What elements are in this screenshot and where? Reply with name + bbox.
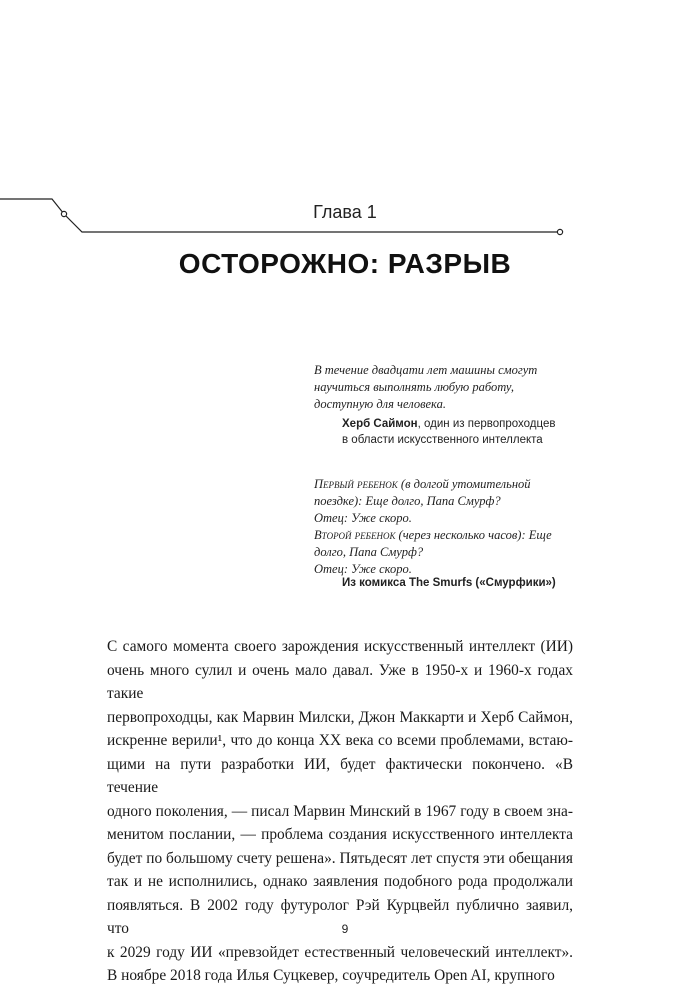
dialogue-text: Отец: Уже скоро. bbox=[314, 562, 412, 576]
dialogue-text: (через несколько часов): Еще bbox=[395, 528, 552, 542]
epigraph-line: доступную для человека. bbox=[314, 397, 446, 411]
page-number: 9 bbox=[341, 922, 349, 936]
dialogue-text: поездке): Еще долго, Папа Смурф? bbox=[314, 494, 501, 508]
epigraph-line: научиться выполнять любую работу, bbox=[314, 380, 514, 394]
body-line: одного поколения, — писал Марвин Минский в 1967 году в своем зна- bbox=[107, 802, 573, 820]
body-line: очень много сулил и очень мало давал. Уже в 1950-х и 1960-х годах такие bbox=[107, 661, 573, 702]
epigraph-author-desc: , один из первопроходцев bbox=[417, 418, 556, 430]
body-line: первопроходцы, как Марвин Милски, Джон Маккарти и Херб Саймон, bbox=[107, 708, 573, 726]
body-line: будет по большому счету решена». Пятьдесят лет спустя эти обещания bbox=[107, 849, 573, 867]
body-line: к 2029 году ИИ «превзойдет естественный человеческий интеллект». bbox=[107, 943, 573, 961]
body-line: С самого момента своего зарождения искусственный интеллект (ИИ) bbox=[107, 638, 573, 655]
epigraph-author: Херб Саймон bbox=[342, 418, 418, 430]
body-line: появляться. В 2002 году футуролог Рэй Курцвейл публично заявил, что bbox=[107, 896, 573, 937]
body-line: щими на пути разработки ИИ, будет фактически покончено. «В течение bbox=[107, 755, 573, 796]
epigraph-quote bbox=[314, 362, 574, 413]
dialogue-text: Отец: Уже скоро. bbox=[314, 511, 412, 525]
epigraph-author-desc: в области искусственного интеллекта bbox=[342, 434, 543, 446]
epigraph-dialogue bbox=[314, 476, 574, 578]
dialogue-role: Первый ребенок bbox=[314, 477, 398, 491]
body-line: искренне верили¹, что до конца XX века со всеми проблемами, встаю- bbox=[107, 732, 573, 749]
body-line: менитом послании, — проблема создания искусственного интеллекта bbox=[107, 826, 573, 843]
epigraph-line: В течение двадцати лет машины смогут bbox=[314, 363, 538, 377]
dialogue-text: долго, Папа Смурф? bbox=[314, 545, 424, 559]
body-line: В ноябре 2018 года Илья Суцкевер, соучредитель Open AI, крупного bbox=[107, 967, 555, 984]
body-line: так и не исполнились, однако заявления подобного рода продолжали bbox=[107, 873, 573, 890]
chapter-label: Глава 1 bbox=[313, 202, 377, 222]
epigraph-source: Из комикса The Smurfs («Смурфики») bbox=[342, 577, 556, 589]
chapter-title: ОСТОРОЖНО: РАЗРЫВ bbox=[178, 248, 512, 279]
dialogue-role: Второй ребенок bbox=[314, 528, 396, 542]
dialogue-text: (в долгой утомительной bbox=[397, 477, 531, 491]
epigraph-attribution bbox=[342, 416, 555, 448]
